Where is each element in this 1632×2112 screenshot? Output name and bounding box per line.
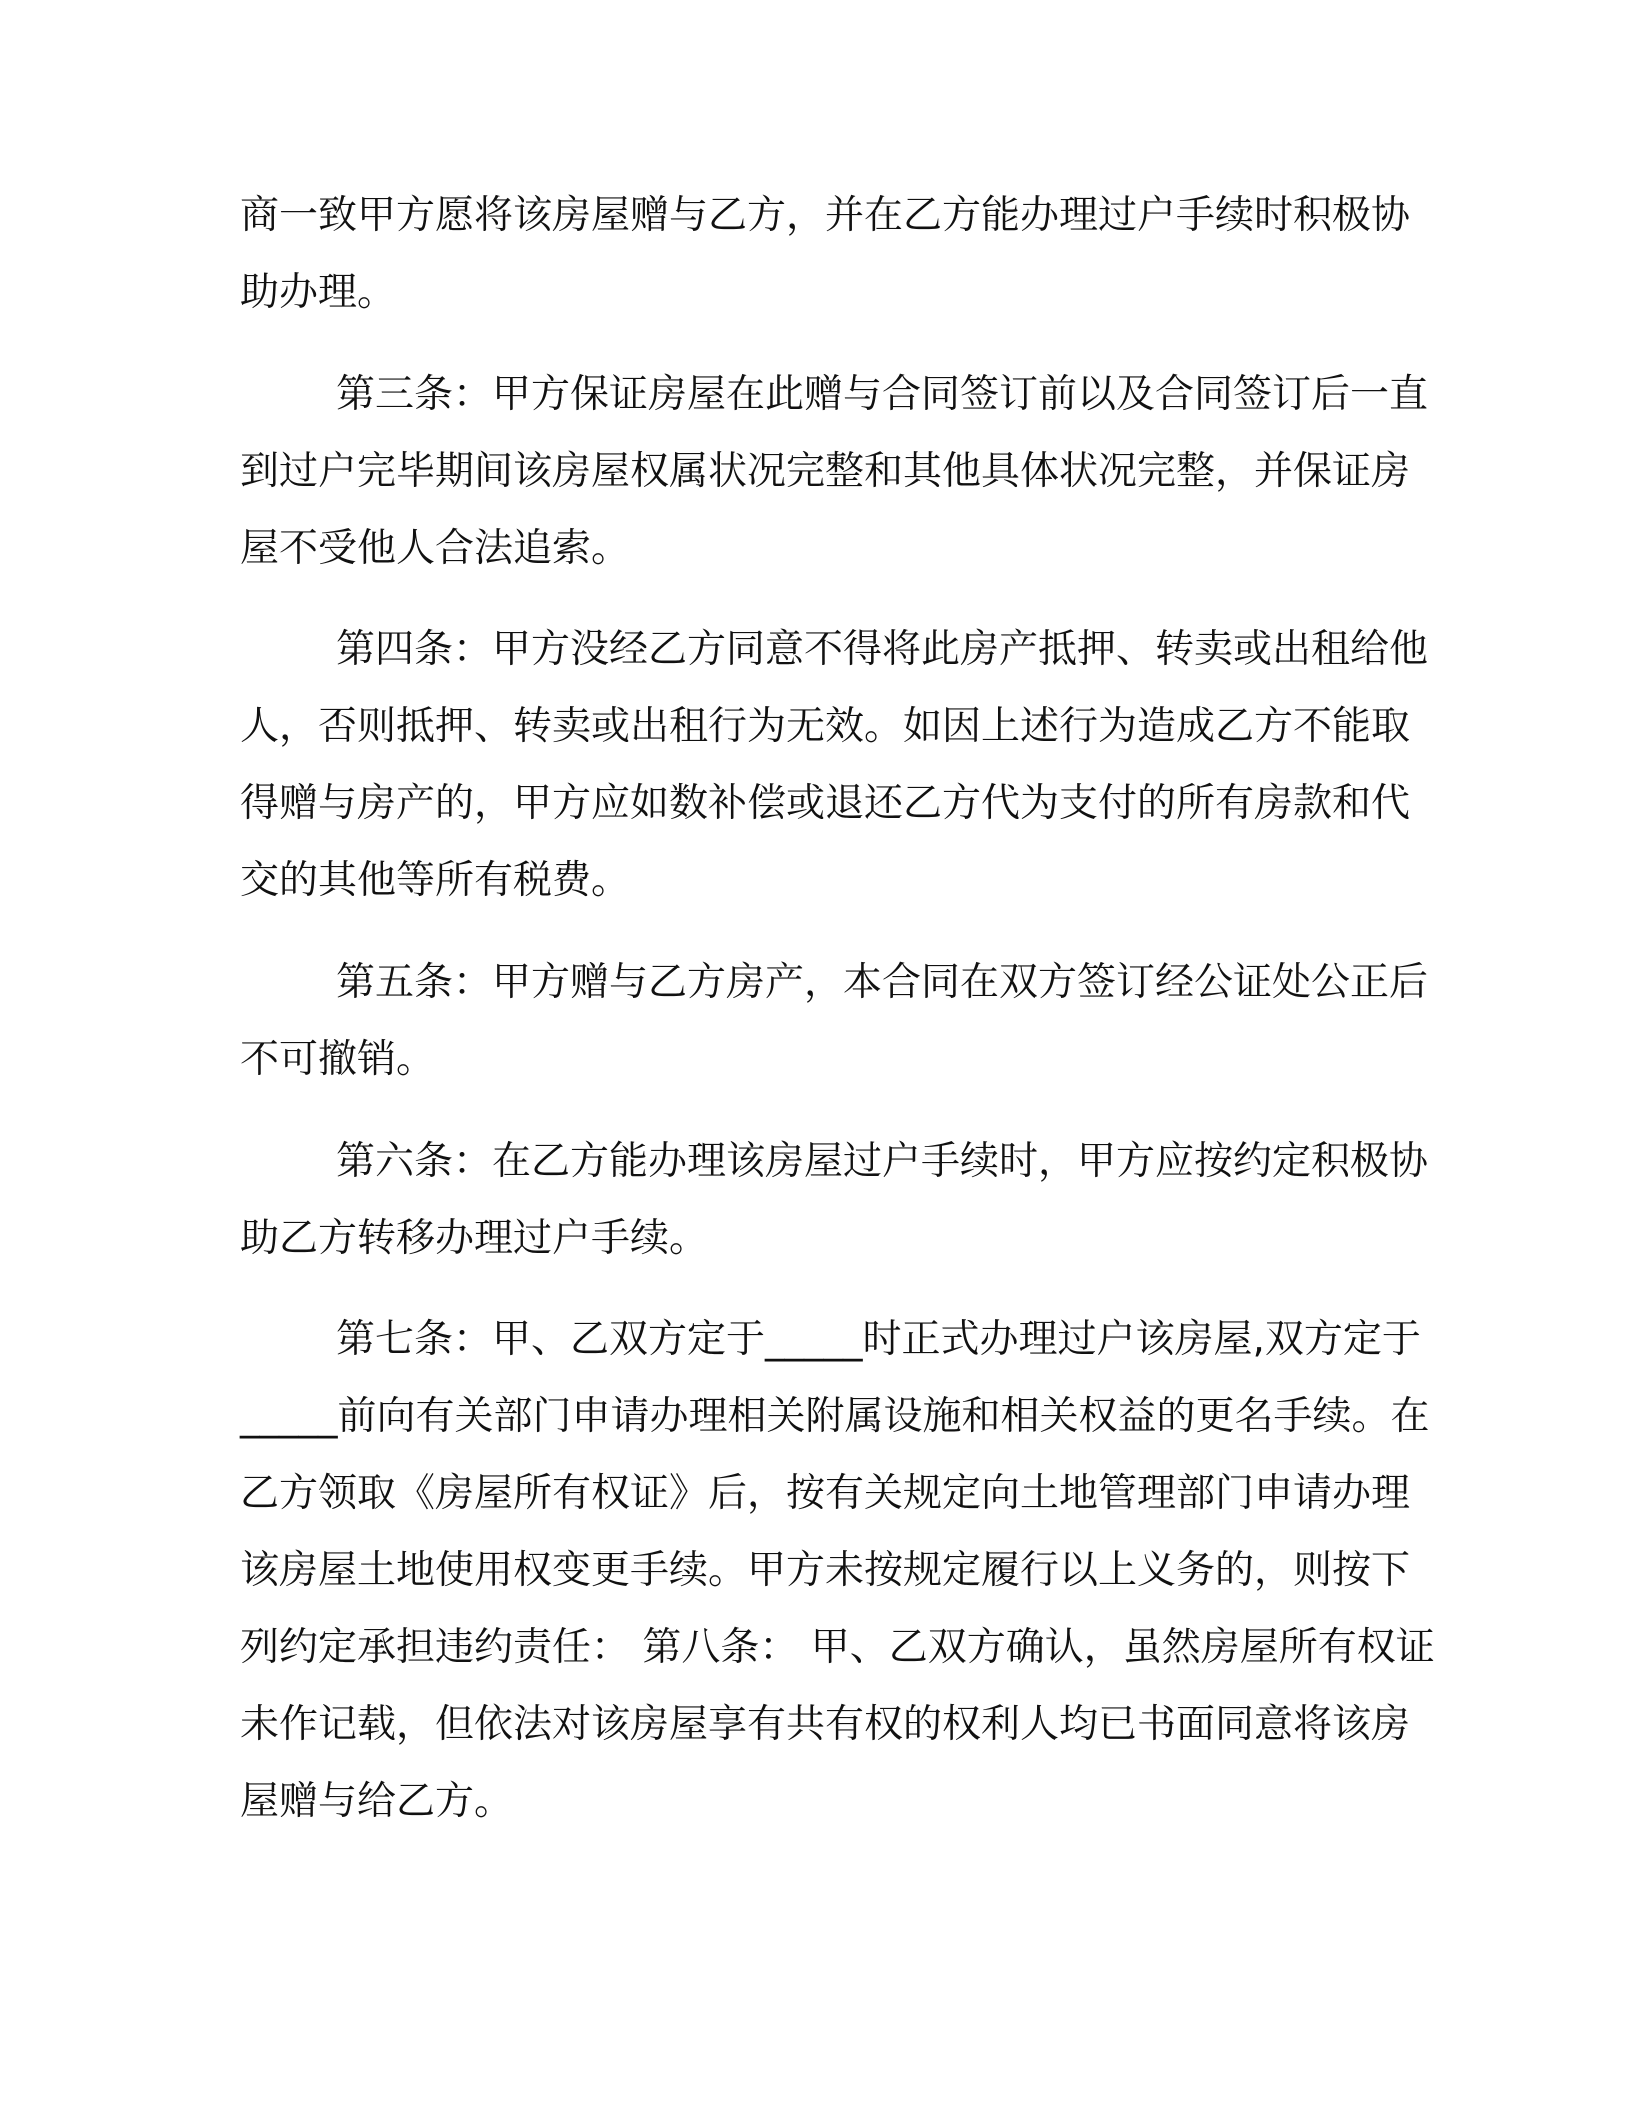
text-line: 该房屋土地使用权变更手续。甲方未按规定履行以上义务的，则按下	[240, 1548, 1411, 1593]
text-line: 助办理。	[240, 270, 397, 315]
text-line: 第七条：甲、乙双方定于_____时正式办理过户该房屋,双方定于	[336, 1317, 1421, 1362]
text-line: 乙方领取《房屋所有权证》后，按有关规定向土地管理部门申请办理	[240, 1471, 1411, 1516]
text-line: 第四条：甲方没经乙方同意不得将此房产抵押、转卖或出租给他	[336, 627, 1429, 672]
text-line: 第六条：在乙方能办理该房屋过户手续时，甲方应按约定积极协	[336, 1139, 1429, 1184]
text-line: _____前向有关部门申请办理相关附属设施和相关权益的更名手续。在	[240, 1394, 1430, 1439]
text-line: 未作记载，但依法对该房屋享有共有权的权利人均已书面同意将该房	[240, 1702, 1411, 1747]
text-line: 得赠与房产的，甲方应如数补偿或退还乙方代为支付的所有房款和代	[240, 781, 1411, 826]
text-line: 到过户完毕期间该房屋权属状况完整和其他具体状况完整，并保证房	[240, 449, 1411, 494]
text-line: 商一致甲方愿将该房屋赠与乙方，并在乙方能办理过户手续时积极协	[240, 193, 1411, 238]
text-line: 第五条：甲方赠与乙方房产，本合同在双方签订经公证处公正后	[336, 960, 1429, 1005]
text-line: 列约定承担违约责任： 第八条： 甲、乙双方确认，虽然房屋所有权证	[240, 1625, 1435, 1670]
text-line: 屋不受他人合法追索。	[240, 526, 631, 571]
text-line: 屋赠与给乙方。	[240, 1779, 514, 1824]
text-line: 人，否则抵押、转卖或出租行为无效。如因上述行为造成乙方不能取	[240, 704, 1411, 749]
text-line: 交的其他等所有税费。	[240, 858, 631, 903]
text-line: 助乙方转移办理过户手续。	[240, 1216, 709, 1261]
text-line: 不可撤销。	[240, 1037, 436, 1082]
text-line: 第三条：甲方保证房屋在此赠与合同签订前以及合同签订后一直	[336, 372, 1429, 417]
